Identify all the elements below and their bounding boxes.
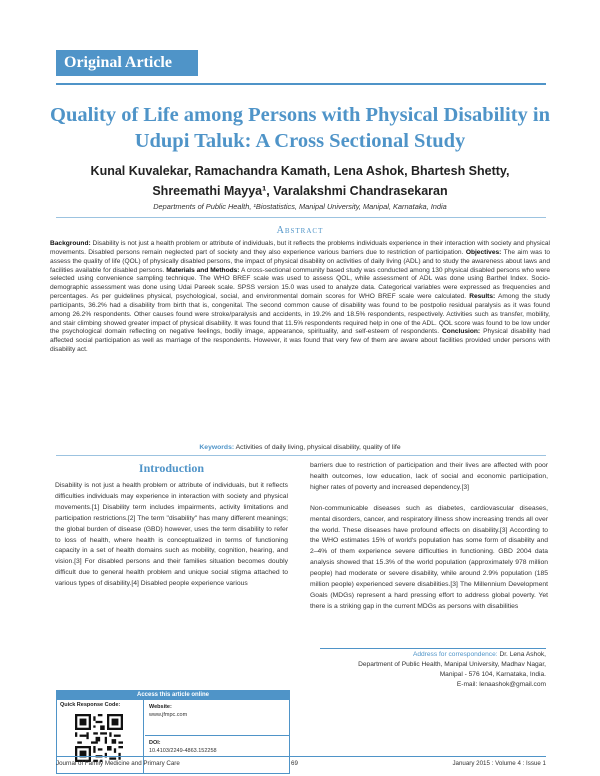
right-column xyxy=(310,461,548,613)
correspondence-email[interactable]: E-mail: lenaashok@gmail.com xyxy=(456,681,546,688)
methods-label: Materials and Methods: xyxy=(164,266,240,274)
introduction-paragraph-2: barriers due to restriction of participation and their lives are affected with poor health outcomes, low education, lack of social and economic participation, higher rates of poverty and increased dependency.[3] xyxy=(310,462,548,491)
keywords xyxy=(50,444,550,451)
correspondence-block xyxy=(302,650,546,690)
abstract-section xyxy=(50,225,550,438)
background-label: Background: xyxy=(50,240,91,247)
abstract-text xyxy=(50,240,550,355)
results-label: Results: xyxy=(466,293,496,301)
authors-line-1: Kunal Kuvalekar, Ramachandra Kamath, Lena Ashok, Bhartesh Shetty, xyxy=(90,164,510,178)
introduction-paragraph-1: Disability is not just a health problem or attribute of individuals, but it reflects difficulties individuals may experience in interaction with society and physical movements.[1] Disability term includes impairments, activity limitations and participation restrictions.[2] The term "disability" has many different meanings; the global burden of disease (GBD) however, uses the term disability to refer to loss of health, where health is conceptualized in terms of functioning capacity in a set of health domains such as mobility, cognition, hearing, and vision.[3] For disabled persons and their families situation becomes doubly difficult due to general health problem and unique social stigma attached to various types of disability.[4] Disabled people experience various xyxy=(55,482,288,588)
footer-page-number: 69 xyxy=(291,760,298,767)
article-type-banner: Original Article xyxy=(56,50,198,76)
abstract-heading: Abstract xyxy=(276,225,324,236)
correspondence-name: Dr. Lena Ashok, xyxy=(497,651,546,658)
correspondence-label: Address for correspondence: xyxy=(412,651,498,658)
introduction-paragraph-3: Non-communicable diseases such as diabetes, cardiovascular diseases, mental disorders, cancer, and respiratory illness show increasing trends all over the world. These diseases have profound effects on disability.[3] According to the WHO estimates 15% of world's population has some form of disability and 2–4% of them experience severe difficulties in functioning. GBD 2004 data analysis showed that 15.3% of the world population (approximately 978 million people) had moderate or severe disability, while around 2.9% population (185 million people) experienced severe disabilities.[3] The Millennium Development Goals (MDGs) represent a hard pressing effort to address global poverty. Yet there is a striking gap in the current MDGs as persons with disabilities xyxy=(310,504,548,610)
doi-label: DOI: xyxy=(149,740,161,746)
affiliation-rule xyxy=(56,217,546,218)
qr-label: Quick Response Code: xyxy=(60,702,121,708)
correspondence-line-2: Manipal - 576 104, Karnataka, India. xyxy=(439,671,546,678)
conclusion-text: Physical disability had affected social participation as well as marriage of the respondents. However, it was found that very few of them are aware about facilities provided under persons with disability act. xyxy=(50,328,550,354)
footer-issue: January 2015 : Volume 4 : Issue 1 xyxy=(452,760,546,767)
keywords-label: Keywords: xyxy=(199,444,235,451)
footer-rule xyxy=(56,756,546,757)
website-label: Website: xyxy=(149,704,172,710)
website-row xyxy=(145,700,289,736)
conclusion-label: Conclusion: xyxy=(439,328,481,336)
doi-link[interactable]: 10.4103/2249-4863.152258 xyxy=(149,748,217,754)
correspondence-heading xyxy=(302,650,546,660)
objectives-text: The aim was to assess the quality of life (QOL) of physically disabled persons, the impact of physical disability on activities of daily living (ADL) and to study the awareness about laws and facilities available for disabled persons. xyxy=(50,248,550,274)
qr-code-icon xyxy=(75,714,123,762)
methods-text: A cross-sectional community based study was conducted among 130 physical disabled persons who were selected using convenience sampling technique. The WHO BREF scale was used to assess QOL, while assessment of ADL was done using Barthel Index. Socio-demographic assessment was done using Udai Pareek scale. SPSS version 15.0 was used to analyze data. Categorical variables were expressed as frequencies and percentages. As per guidelines physical, psychological, social, and environmental domain scores for WHO BREF scale were calculated. xyxy=(50,266,550,301)
correspondence-rule xyxy=(320,648,546,649)
results-text: Among the study participants, 36.2% had a disability from birth that is, congenital. The second common cause of disability was found to be postpolio residual paralysis as it was found among 26.2% respondents. Other causes found were stroke/paralysis and accidents, in 19.2% and 18.5% respondents, respectively. Activities such as transfer, mobility, and stair climbing showed greater impact of physical disability. It was found that 11.5% respondents required help in one of the ADL. QOL score was found to be low under the psychological domain reflecting on negative feelings, bodily image, appearance, spirituality, and self-esteem of respondents. xyxy=(50,293,550,336)
footer-journal: Journal of Family Medicine and Primary Care xyxy=(56,760,180,767)
introduction-heading: Introduction xyxy=(138,461,205,475)
authors-line-2: Shreemathi Mayya¹, Varalakshmi Chandrasekaran xyxy=(152,184,448,198)
website-link[interactable]: www.jfmpc.com xyxy=(149,712,188,718)
authors xyxy=(50,161,550,201)
paper-title: Quality of Life among Persons with Physical Disability in Udupi Taluk: A Cross Sectional Study xyxy=(50,104,550,152)
keywords-text: Activities of daily living, physical disability, quality of life xyxy=(234,444,401,451)
background-text: Disability is not just a health problem or attribute of individuals, but it reflects the problems individuals experience in their interaction with society and physical movements. Disabled persons remain neglected part of society and they also experience various barriers due to restriction of participation. xyxy=(50,240,550,256)
header-rule xyxy=(56,83,546,85)
affiliation: Departments of Public Health, ¹Biostatistics, Manipal University, Manipal, Karnataka, India xyxy=(153,202,447,211)
access-heading: Access this article online xyxy=(57,691,289,700)
left-column xyxy=(55,455,288,590)
objectives-label: Objectives: xyxy=(463,248,502,256)
correspondence-line-1: Department of Public Health, Manipal University, Madhav Nagar, xyxy=(358,661,546,668)
